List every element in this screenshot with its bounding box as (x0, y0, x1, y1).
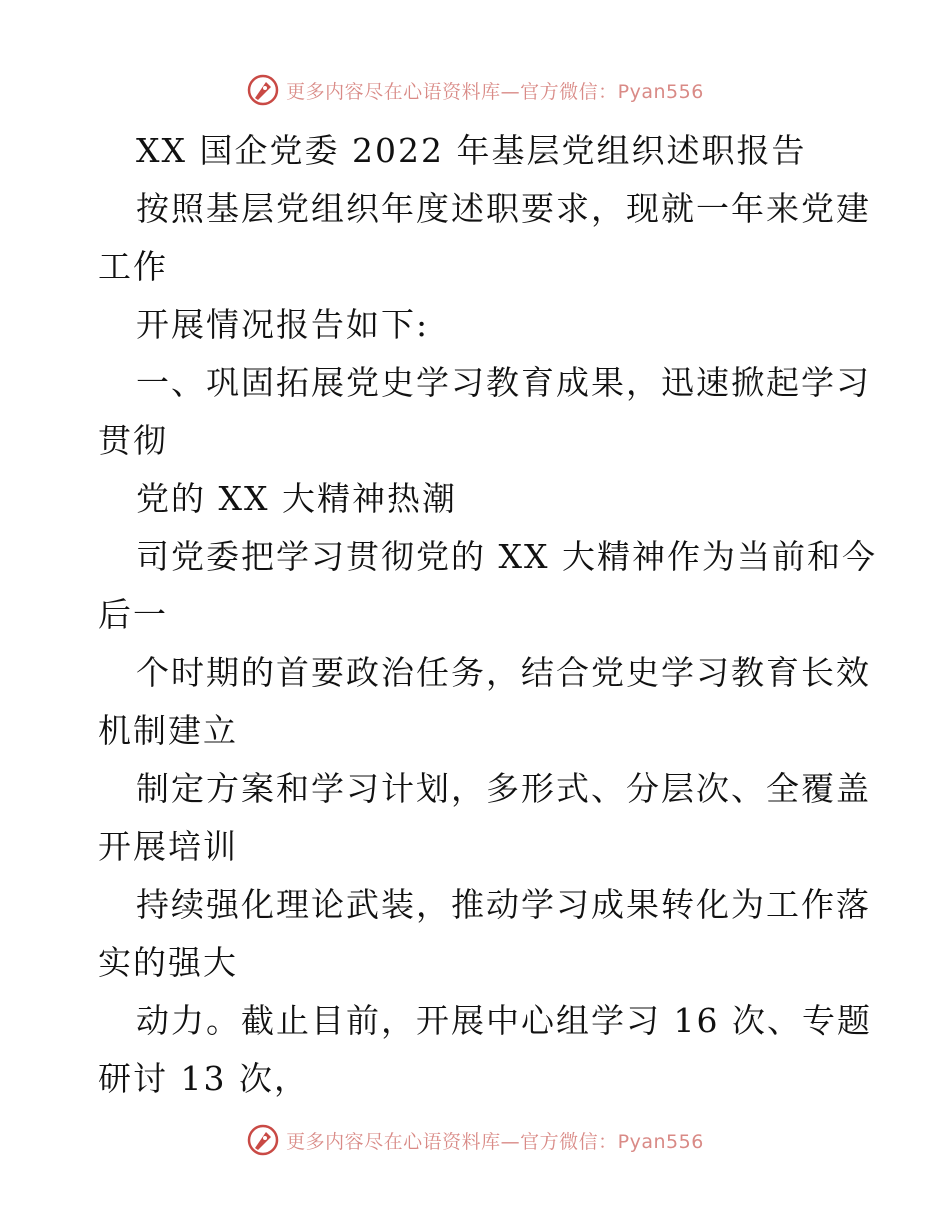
document-line: 机制建立 (98, 711, 238, 750)
document-line: 制定方案和学习计划，多形式、分层次、全覆盖 (136, 769, 871, 808)
pen-nib-logo-icon (246, 73, 280, 107)
document-line: 后一 (98, 595, 168, 634)
document-line: 工作 (98, 247, 168, 286)
document-line: 司党委把学习贯彻党的 XX 大精神作为当前和今 (136, 537, 877, 576)
document-line: 持续强化理论武装，推动学习成果转化为工作落 (136, 885, 871, 924)
document-body (98, 122, 877, 1108)
pen-nib-logo-icon (246, 1123, 280, 1157)
document-line: XX 国企党委 2022 年基层党组织述职报告 (136, 131, 807, 170)
document-line: 党的 XX 大精神热潮 (136, 479, 457, 518)
document-line: 实的强大 (98, 943, 238, 982)
document-line: 开展培训 (98, 827, 238, 866)
watermark-text: 更多内容尽在心语资料库—官方微信：Pyan556 (286, 1130, 704, 1153)
document-line: 动力。截止目前，开展中心组学习 16 次、专题 (136, 1001, 872, 1040)
header-watermark (0, 70, 950, 110)
document-line: 研讨 13 次， (98, 1059, 309, 1098)
footer-watermark (0, 1120, 950, 1160)
watermark-text: 更多内容尽在心语资料库—官方微信：Pyan556 (286, 80, 704, 103)
document-line: 开展情况报告如下: (136, 305, 430, 344)
document-line: 贯彻 (98, 421, 168, 460)
document-line: 个时期的首要政治任务，结合党史学习教育长效 (136, 653, 871, 692)
document-line: 一、巩固拓展党史学习教育成果，迅速掀起学习 (136, 363, 871, 402)
document-line: 按照基层党组织年度述职要求，现就一年来党建 (136, 189, 871, 228)
